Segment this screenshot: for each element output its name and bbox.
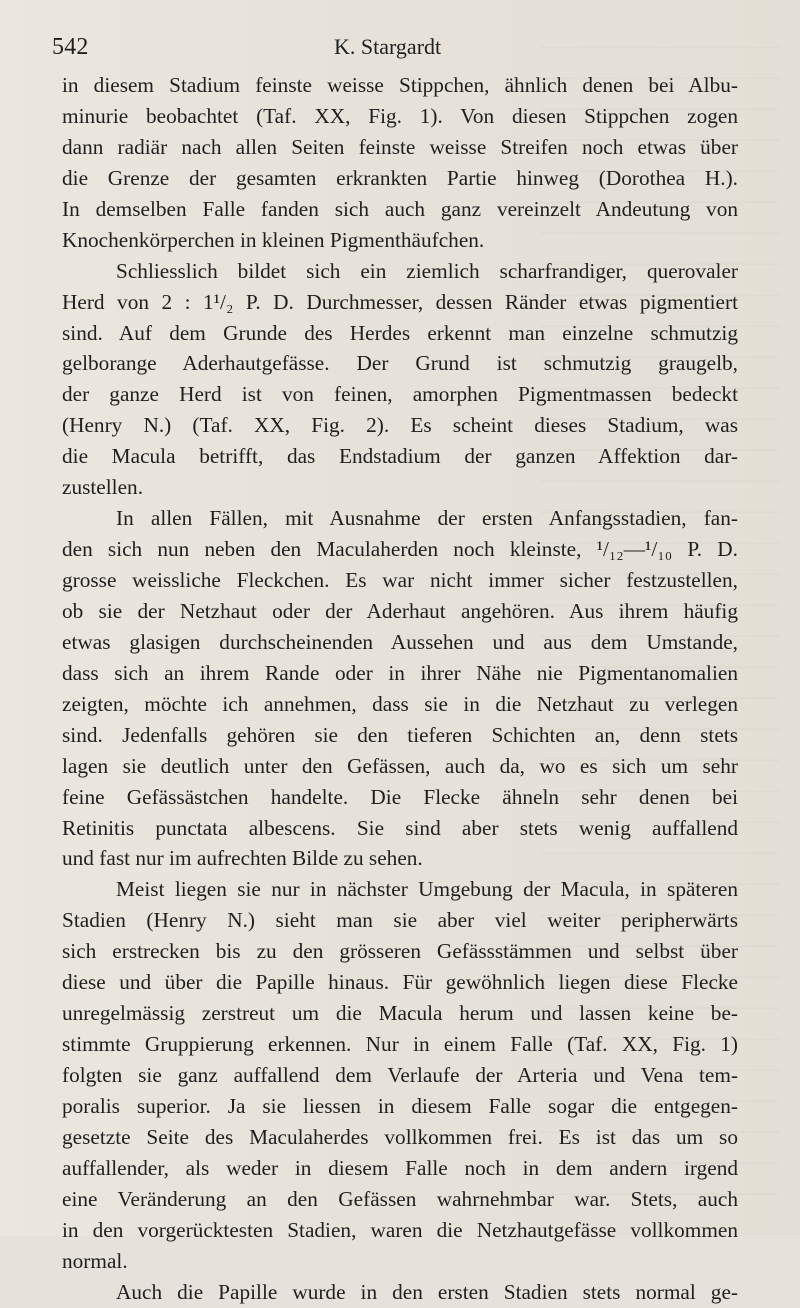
text-line: Herd von 2 : 1¹/₂ P. D. Durchmesser, dessen Ränder etwas pigmentiert <box>62 289 738 314</box>
text-line: grosse weissliche Fleckchen. Es war nicht immer sicher festzustellen, <box>62 568 738 592</box>
text-line: und fast nur im aufrechten Bilde zu sehen. <box>62 846 423 871</box>
text-line: in diesem Stadium feinste weisse Stippchen, ähnlich denen bei Albu- <box>62 73 738 97</box>
text-line: gelborange Aderhautgefässe. Der Grund ist schmutzig graugelb, <box>62 351 738 376</box>
text-line: die Grenze der gesamten erkrankten Partie hinweg (Dorothea H.). <box>62 165 738 190</box>
text-line: auffallender, als weder in diesem Falle noch in dem andern irgend <box>62 1155 738 1180</box>
text-line: sind. Jedenfalls gehören sie den tieferen Schichten an, denn stets <box>62 722 738 747</box>
text-line: lagen sie deutlich unter den Gefässen, auch da, wo es sich um sehr <box>62 753 738 778</box>
text-line: Meist liegen sie nur in nächster Umgebung der Macula, in späteren <box>116 877 738 902</box>
text-line: Schliesslich bildet sich ein ziemlich scharfrandiger, querovaler <box>116 258 738 283</box>
text-line: In allen Fällen, mit Ausnahme der ersten Anfangsstadien, fan- <box>116 506 738 531</box>
text-line: dann radiär nach allen Seiten feinste weisse Streifen noch etwas über <box>62 134 738 159</box>
text-line: Auch die Papille wurde in den ersten Stadien stets normal ge- <box>116 1279 738 1304</box>
page-header <box>52 34 748 62</box>
text-line: gesetzte Seite des Maculaherdes vollkommen frei. Es ist das um so <box>62 1124 738 1149</box>
text-line: in den vorgerücktesten Stadien, waren die Netzhautgefässe vollkommen <box>62 1217 738 1242</box>
text-line: etwas glasigen durchscheinenden Aussehen und aus dem Umstande, <box>62 629 738 654</box>
text-line: unregelmässig zerstreut um die Macula herum und lassen keine be- <box>62 1001 738 1026</box>
page-number: 542 <box>52 34 89 60</box>
text-line: sind. Auf dem Grunde des Herdes erkennt man einzelne schmutzig <box>62 320 738 345</box>
text-line: Retinitis punctata albescens. Sie sind aber stets wenig auffallend <box>62 815 738 840</box>
text-line: eine Veränderung an den Gefässen wahrnehmbar war. Stets, auch <box>62 1186 738 1211</box>
text-line: minurie beobachtet (Taf. XX, Fig. 1). Von diesen Stippchen zogen <box>62 103 738 128</box>
text-line: zustellen. <box>62 475 144 500</box>
text-line: sich erstrecken bis zu den grösseren Gefässstämmen und selbst über <box>62 939 738 964</box>
text-line: dass sich an ihrem Rande oder in ihrer Nähe nie Pigmentanomalien <box>62 660 738 685</box>
text-line: (Henry N.) (Taf. XX, Fig. 2). Es scheint dieses Stadium, was <box>62 413 738 438</box>
text-line: feine Gefässästchen handelte. Die Flecke ähneln sehr denen bei <box>62 784 738 809</box>
text-line: In demselben Falle fanden sich auch ganz vereinzelt Andeutung von <box>62 196 738 221</box>
text-line: poralis superior. Ja sie liessen in diesem Falle sogar die entgegen- <box>62 1093 738 1118</box>
text-line: normal. <box>62 1248 128 1273</box>
body-text <box>62 70 738 1308</box>
text-line: zeigten, möchte ich annehmen, dass sie in die Netzhaut zu verlegen <box>62 691 738 716</box>
text-line: die Macula betrifft, das Endstadium der ganzen Affektion dar- <box>62 444 738 469</box>
text-line: der ganze Herd ist von feinen, amorphen Pigmentmassen bedeckt <box>62 382 738 407</box>
text-line: Knochenkörperchen in kleinen Pigmenthäufchen. <box>62 227 485 252</box>
running-head: K. Stargardt <box>334 34 442 59</box>
text-line: ob sie der Netzhaut oder der Aderhaut angehören. Aus ihrem häufig <box>62 598 738 623</box>
text-line: stimmte Gruppierung erkennen. Nur in einem Falle (Taf. XX, Fig. 1) <box>62 1032 738 1057</box>
text-line: Stadien (Henry N.) sieht man sie aber viel weiter peripherwärts <box>62 908 738 933</box>
text-line: den sich nun neben den Maculaherden noch kleinste, ¹/₁₂—¹/₁₀ P. D. <box>62 537 738 562</box>
text-line: folgten sie ganz auffallend dem Verlaufe der Arteria und Vena tem- <box>62 1063 738 1087</box>
text-line: diese und über die Papille hinaus. Für gewöhnlich liegen diese Flecke <box>62 970 738 995</box>
